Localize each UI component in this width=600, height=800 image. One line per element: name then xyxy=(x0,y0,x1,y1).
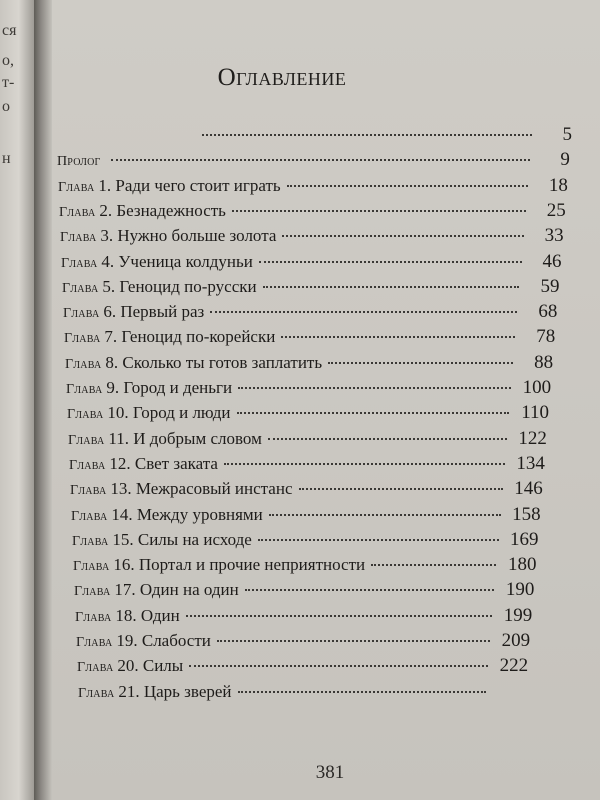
toc-leader-dots xyxy=(258,539,499,541)
toc-entry-title: 4. Ученица колдуньи xyxy=(101,251,253,271)
book-gutter xyxy=(34,0,52,800)
toc-entry-label xyxy=(66,377,232,398)
left-page-fragment: т- xyxy=(2,74,15,91)
toc-entry-label xyxy=(65,352,322,373)
toc-entry-prefix: Глава xyxy=(68,432,105,448)
toc-entry xyxy=(62,276,559,300)
toc-entry-page: 100 xyxy=(522,377,552,398)
toc-entry-title: 2. Безнадежность xyxy=(99,200,226,220)
toc-entry-page: 169 xyxy=(510,528,539,550)
toc-entry-page: 88 xyxy=(534,351,554,373)
toc-entry-page: 46 xyxy=(542,250,562,272)
toc-entry-page: 199 xyxy=(503,604,533,626)
toc-entry-title: 21. Царь зверей xyxy=(118,681,232,701)
toc-entry-title: 3. Нужно больше золота xyxy=(100,226,277,246)
toc-entry-label xyxy=(59,200,226,221)
toc-entry-prefix: Глава xyxy=(75,609,112,625)
toc-entry-title: 10. Город и люди xyxy=(107,403,231,423)
toc-entry xyxy=(73,554,536,578)
toc-entry-label xyxy=(62,276,257,297)
toc-leader-dots xyxy=(111,159,530,161)
toc-entry-prefix: Пролог xyxy=(57,154,101,170)
toc-entry-page: 158 xyxy=(512,503,541,525)
toc-entry-title: 15. Силы на исходе xyxy=(112,529,252,549)
toc-entry xyxy=(57,149,570,173)
toc-entry-title: 8. Сколько ты готов заплатить xyxy=(105,352,323,372)
toc-leader-dots xyxy=(282,235,523,237)
toc-entry xyxy=(63,301,557,325)
toc-leader-dots xyxy=(238,691,486,693)
toc-entry-prefix: Глава xyxy=(70,483,107,499)
toc-entry xyxy=(58,175,568,199)
toc-entry xyxy=(76,630,530,654)
toc-entry-label xyxy=(192,124,196,145)
toc-entry-page: 222 xyxy=(499,655,529,677)
toc-leader-dots xyxy=(217,640,490,642)
toc-entry-page: 9 xyxy=(560,149,570,171)
toc-entry xyxy=(67,402,549,426)
toc-entry-title: 12. Свет заката xyxy=(109,453,218,473)
toc-leader-dots xyxy=(371,564,496,566)
toc-entry-page: 180 xyxy=(507,554,537,576)
toc-entry xyxy=(64,326,555,350)
toc-entry-prefix: Глава xyxy=(66,382,103,397)
toc-leader-dots xyxy=(269,514,501,516)
toc-entry-label xyxy=(69,453,218,474)
toc-entry-prefix: Глава xyxy=(65,356,102,372)
toc-entry-label xyxy=(63,301,204,322)
toc-leader-dots xyxy=(263,286,520,288)
toc-entry-prefix: Глава xyxy=(76,635,113,650)
toc-entry-label xyxy=(78,681,232,702)
toc-entry-label xyxy=(61,251,253,272)
toc-entry-label xyxy=(76,630,211,651)
toc-entry xyxy=(192,124,572,148)
toc-entry-title: 1. Ради чего стоит играть xyxy=(98,175,281,195)
toc-entry-title: 16. Портал и прочие неприятности xyxy=(113,555,366,575)
toc-entry-label xyxy=(67,402,231,423)
page-number: 381 xyxy=(315,762,345,783)
toc-entry-page: 68 xyxy=(538,301,558,323)
toc-entry-label xyxy=(72,529,252,550)
toc-entry-label xyxy=(58,175,281,196)
toc-entry-page: 190 xyxy=(505,579,535,601)
toc-entry xyxy=(74,579,534,603)
toc-entry-prefix: Глава xyxy=(62,280,99,296)
toc-entry xyxy=(70,478,543,502)
toc-entry xyxy=(60,225,564,249)
toc-entry-title: 20. Силы xyxy=(117,656,184,676)
toc-entry-label xyxy=(68,428,262,449)
toc-entry-prefix: Глава xyxy=(67,407,104,423)
toc-leader-dots xyxy=(259,261,522,263)
toc-entry-title: 13. Межрасовый инстанс xyxy=(110,479,293,499)
toc-entry-title: 11. И добрым словом xyxy=(108,428,262,448)
toc-leader-dots xyxy=(202,134,532,136)
toc-leader-dots xyxy=(299,488,503,490)
toc-entry-page: 134 xyxy=(516,452,545,474)
toc-leader-dots xyxy=(224,463,505,465)
toc-entry-page: 209 xyxy=(501,630,531,651)
toc-entry-label xyxy=(57,149,105,170)
toc-leader-dots xyxy=(237,412,509,414)
toc-entry xyxy=(77,655,528,679)
toc-entry-label xyxy=(74,579,239,600)
toc-entry-prefix: Глава xyxy=(59,204,96,220)
left-page-fragment: ся xyxy=(2,22,17,39)
toc-leader-dots xyxy=(245,589,495,591)
toc-leader-dots xyxy=(287,185,528,187)
left-page-fragment: о, xyxy=(2,52,14,69)
toc-entry-prefix: Глава xyxy=(58,179,95,195)
toc-leader-dots xyxy=(328,362,513,364)
toc-entry-label xyxy=(70,478,293,499)
toc-leader-dots xyxy=(268,438,507,440)
toc-leader-dots xyxy=(238,387,511,389)
toc-entry xyxy=(71,504,541,528)
toc-entry-prefix: Глава xyxy=(77,660,114,676)
toc-page xyxy=(52,0,600,800)
toc-entry-page: 18 xyxy=(548,174,568,196)
toc-entry-label xyxy=(64,326,275,347)
toc-entry-prefix: Глава xyxy=(61,255,98,271)
toc-entry-prefix: Глава xyxy=(78,685,115,701)
toc-entry xyxy=(78,681,526,705)
toc-entry xyxy=(75,605,532,629)
toc-entry-page: 33 xyxy=(544,225,564,247)
toc-entry-title: 14. Между уровнями xyxy=(111,504,263,524)
toc-entry-title: 7. Геноцид по-корейски xyxy=(104,327,276,347)
toc-leader-dots xyxy=(281,336,515,338)
toc-entry-label xyxy=(77,655,183,676)
toc-entry-prefix: Глава xyxy=(63,306,100,322)
toc-entry-label xyxy=(60,225,276,246)
toc-entry-prefix: Глава xyxy=(71,508,108,524)
toc-entry-label xyxy=(75,605,180,626)
toc-entry-title: 9. Город и деньги xyxy=(106,378,233,397)
toc-entry-page: 59 xyxy=(540,275,560,297)
toc-title: Оглавление xyxy=(217,64,347,91)
toc-entry xyxy=(66,377,551,401)
left-page-edge xyxy=(0,0,34,800)
left-page-fragment: о xyxy=(2,98,10,115)
toc-entry-page: 122 xyxy=(518,427,547,449)
toc-entry-label xyxy=(71,504,263,525)
toc-list xyxy=(52,0,600,800)
toc-entry xyxy=(59,200,566,224)
left-page-fragment: н xyxy=(2,150,11,167)
toc-entry-prefix: Глава xyxy=(73,559,110,575)
toc-leader-dots xyxy=(186,615,493,617)
toc-entry xyxy=(68,428,547,452)
toc-entry-page: 146 xyxy=(514,478,543,500)
toc-leader-dots xyxy=(232,210,526,212)
toc-entry xyxy=(72,529,539,553)
toc-entry xyxy=(65,352,553,376)
toc-leader-dots xyxy=(189,665,488,667)
toc-entry-prefix: Глава xyxy=(72,533,109,549)
toc-entry-prefix: Глава xyxy=(60,230,97,246)
toc-entry-label xyxy=(73,554,365,575)
toc-entry-page: 110 xyxy=(521,402,549,424)
toc-entry-page: 5 xyxy=(562,124,572,145)
toc-entry-title: 19. Слабости xyxy=(116,631,211,650)
toc-entry xyxy=(61,251,562,275)
toc-entry-title: 18. Один xyxy=(115,605,180,625)
toc-entry-page: 78 xyxy=(536,326,556,348)
toc-entry-page: 25 xyxy=(546,199,566,221)
toc-entry-title: 5. Геноцид по-русски xyxy=(102,276,257,296)
toc-entry xyxy=(69,453,545,477)
toc-entry-prefix: Глава xyxy=(64,331,101,347)
toc-leader-dots xyxy=(210,311,517,313)
toc-entry-prefix: Глава xyxy=(69,457,106,473)
toc-entry-title: 17. Один на один xyxy=(114,580,239,600)
toc-entry-prefix: Глава xyxy=(74,584,111,600)
toc-entry-title: 6. Первый раз xyxy=(103,302,205,322)
